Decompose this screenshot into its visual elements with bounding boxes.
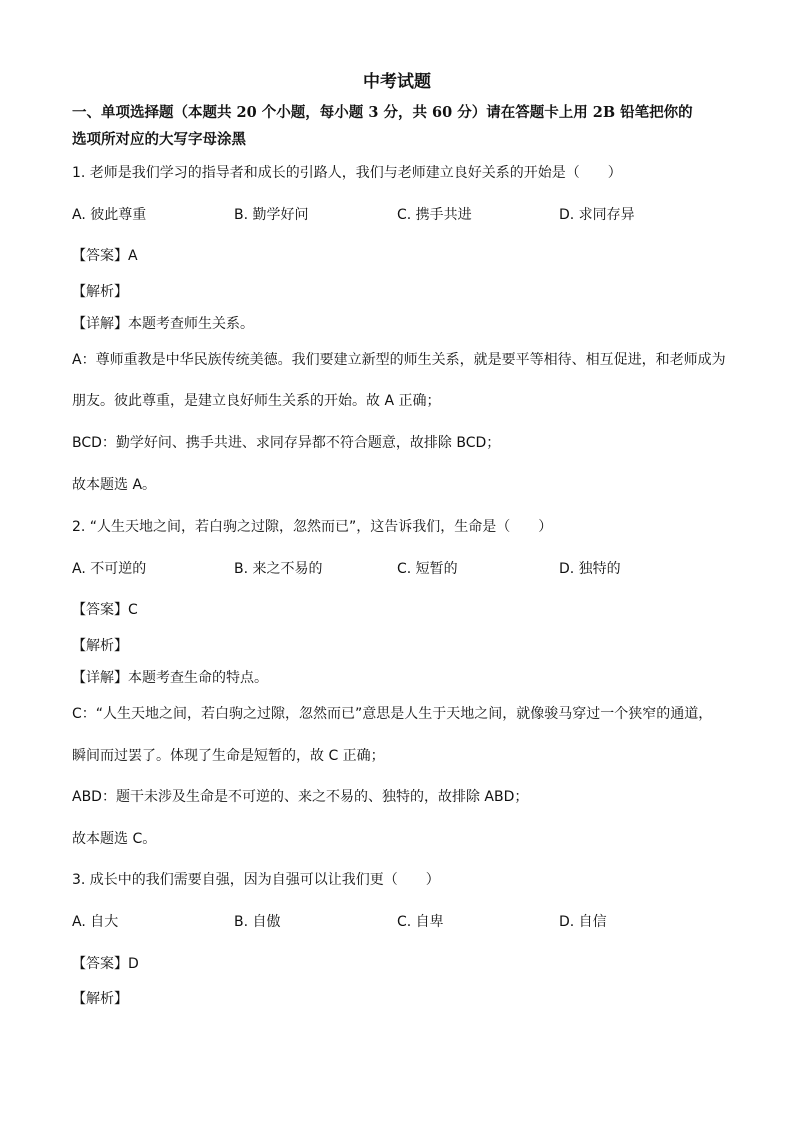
- question-1-explanation-line-2: 朋友。彼此尊重，是建立良好师生关系的开始。故 A 正确；: [72, 393, 441, 409]
- question-1-answer: 【答案】A: [72, 248, 138, 264]
- question-2-explanation-line-3: ABD：题干未涉及生命是不可逆的、来之不易的、独特的，故排除 ABD；: [72, 789, 529, 805]
- question-1-conclusion: 故本题选 A。: [72, 477, 157, 493]
- question-2-option-d: D. 独特的: [559, 561, 621, 577]
- question-3-analysis-label: 【解析】: [72, 991, 128, 1007]
- question-3-option-d: D. 自信: [559, 914, 607, 930]
- question-1-detail: 【详解】本题考查师生关系。: [72, 316, 254, 332]
- question-1-option-c: C. 携手共进: [397, 207, 472, 223]
- question-2-answer: 【答案】C: [72, 602, 138, 618]
- question-2-stem: 2. “人生天地之间，若白驹之过隙，忽然而已”，这告诉我们，生命是（ ）: [72, 519, 553, 535]
- question-3-stem: 3. 成长中的我们需要自强，因为自强可以让我们更（ ）: [72, 872, 440, 888]
- question-3-option-b: B. 自傲: [234, 914, 281, 930]
- question-2-analysis-label: 【解析】: [72, 638, 128, 654]
- section-heading-line-2: 选项所对应的大写字母涂黑: [72, 131, 246, 148]
- question-2-explanation-line-2: 瞬间而过罢了。体现了生命是短暂的，故 C 正确；: [72, 748, 385, 764]
- question-1-option-a: A. 彼此尊重: [72, 207, 147, 223]
- page-title: 中考试题: [363, 72, 431, 92]
- question-3-option-c: C. 自卑: [397, 914, 444, 930]
- question-2-explanation-line-1: C：“人生天地之间，若白驹之过隙，忽然而已”意思是人生于天地之间，就像骏马穿过一个狭窄的通道，: [72, 706, 713, 722]
- question-2-detail: 【详解】本题考查生命的特点。: [72, 670, 268, 686]
- question-1-option-b: B. 勤学好问: [234, 207, 309, 223]
- question-2-option-a: A. 不可逆的: [72, 561, 147, 577]
- question-1-analysis-label: 【解析】: [72, 284, 128, 300]
- question-1-stem: 1. 老师是我们学习的指导者和成长的引路人，我们与老师建立良好关系的开始是（ ）: [72, 165, 622, 181]
- question-3-option-a: A. 自大: [72, 914, 119, 930]
- question-1-explanation-line-1: A：尊师重教是中华民族传统美德。我们要建立新型的师生关系，就是要平等相待、相互促进，和老师成为: [72, 352, 726, 368]
- question-3-answer: 【答案】D: [72, 956, 139, 972]
- question-2-option-c: C. 短暂的: [397, 561, 458, 577]
- section-heading-line-1: 一、单项选择题（本题共 20 个小题，每小题 3 分，共 60 分）请在答题卡上用 2B 铅笔把你的: [72, 104, 693, 121]
- question-1-explanation-line-3: BCD：勤学好问、携手共进、求同存异都不符合题意，故排除 BCD；: [72, 435, 501, 451]
- question-2-conclusion: 故本题选 C。: [72, 831, 157, 847]
- question-2-option-b: B. 来之不易的: [234, 561, 323, 577]
- question-1-option-d: D. 求同存异: [559, 207, 635, 223]
